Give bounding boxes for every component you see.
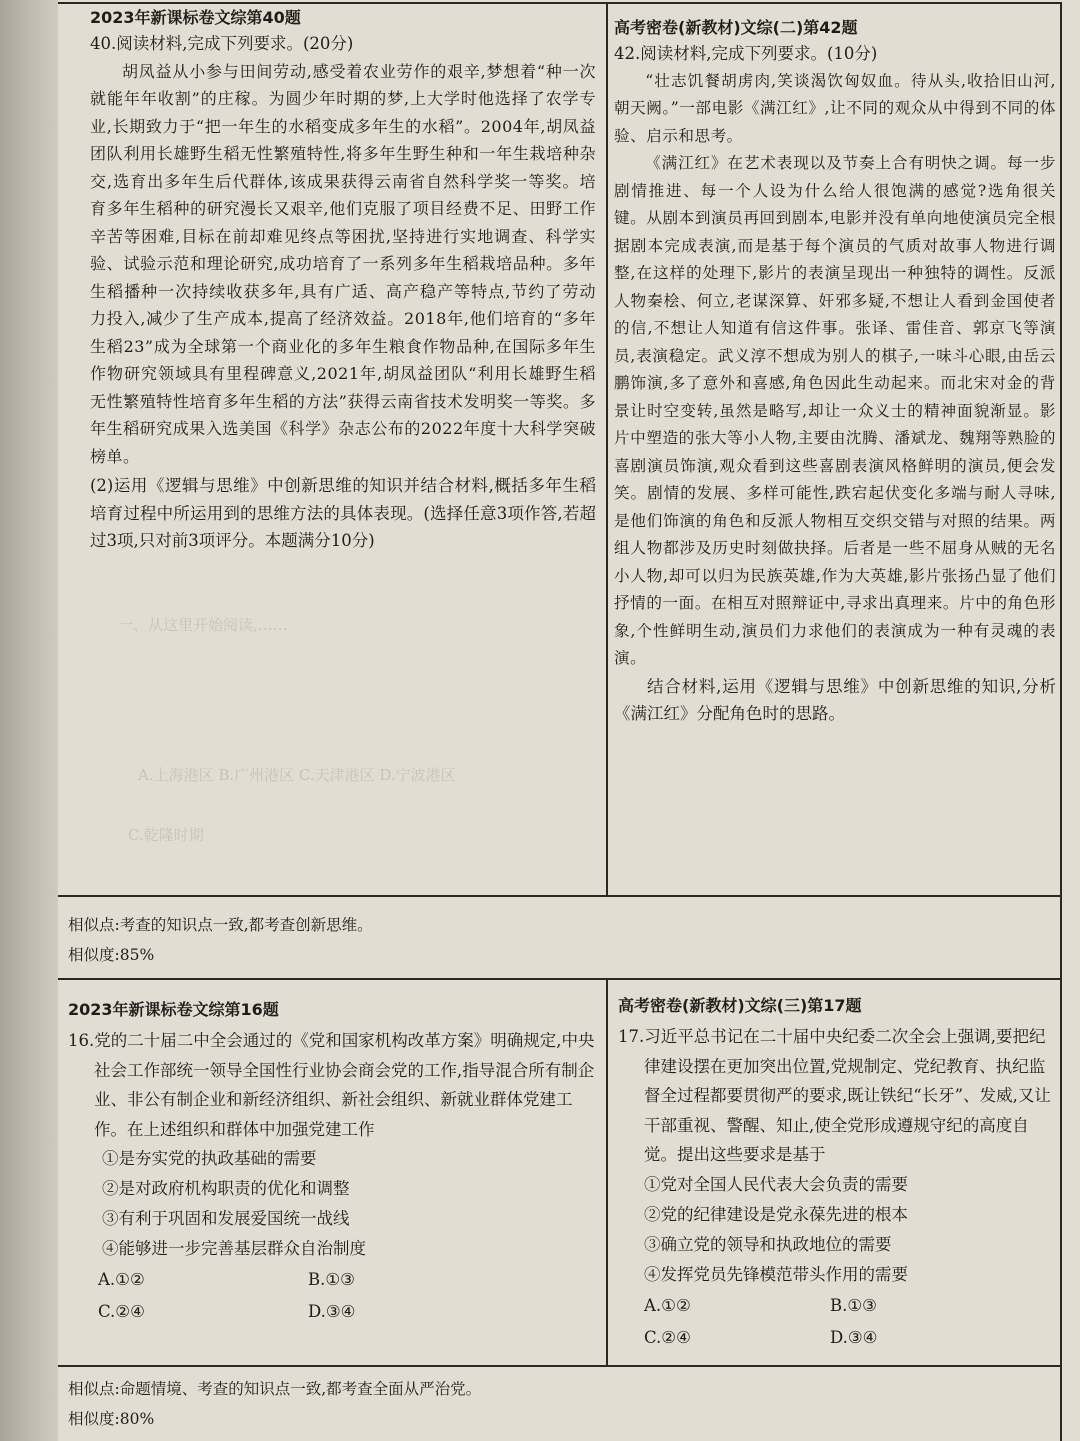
- question-title: 40.阅读材料,完成下列要求。(20分): [90, 34, 354, 53]
- choice-d: D.③④: [830, 1327, 878, 1347]
- section-heading: 2023年新课标卷文综第16题: [68, 1000, 279, 1019]
- material-paragraph: 《满江红》在艺术表现以及节奏上合有明快之调。每一步剧情推进、每一个人设为什么给人很饱满的感觉?选角很关键。从剧本到演员再回到剧本,电影并没有单向地使演员完全根据剧本完成表演,而是基于每个演员的气质对故事人物进行调整,在这样的处理下,影片的表演呈现出一种独特的调性。反派人物秦桧、何立,老谋深算、奸邪多疑,不想让人看到金国使者的信,不想让人知道有信这件事。张译、雷佳音、郭京飞等演员,表演稳定。武义淳不想成为别人的棋子,一味斗心眼,由岳云鹏饰演,多了意外和喜感,角色因此生动起来。而北宋对金的背景让时空变转,虽然是略写,却让一众义士的精神面貌渐显。影片中塑造的张大等小人物,主要由沈腾、潘斌龙、魏翔等熟脸的喜剧演员饰演,观众看到这些喜剧表演风格鲜明的演员,便会发笑。剧情的发展、多样可能性,跌宕起伏变化多端与耐人寻味,是他们饰演的角色和反派人物相互交织交错与对照的结果。两组人物都涉及历史时刻做抉择。后者是一些不屈身从贼的无名小人物,却可以归为民族英雄,作为大英雄,影片张扬凸显了他们抒情的一面。在相互对照辩证中,寻求出真理来。片中的角色形象,个性鲜明生动,演员们力求他们的表演成为一种有灵魂的表演。: [614, 154, 1056, 667]
- option-1: ①党对全国人民代表大会负责的需要: [644, 1174, 908, 1194]
- choice-a: A.①②: [98, 1270, 145, 1289]
- section-heading: 2023年新课标卷文综第40题: [90, 8, 301, 27]
- answer-choices-row-1: [618, 1290, 1054, 1322]
- similarity-point: 相似点:命题情境、考查的知识点一致,都考查全面从严治党。: [68, 1380, 482, 1398]
- choice-b: B.①③: [830, 1295, 877, 1315]
- option-4: ④发挥党员先锋模范带头作用的需要: [644, 1264, 908, 1284]
- question-42-cell: [614, 18, 1056, 728]
- choice-b: B.①③: [308, 1270, 355, 1289]
- row-divider: [58, 978, 1062, 980]
- exam-comparison-sheet: [58, 0, 1080, 1441]
- option-2: ②党的纪律建设是党永葆先进的根本: [644, 1204, 908, 1224]
- option-2: ②是对政府机构职责的优化和调整: [102, 1179, 350, 1198]
- option-4: ④能够进一步完善基层群众自治制度: [102, 1239, 366, 1258]
- option-1: ①是夯实党的执政基础的需要: [102, 1149, 317, 1168]
- choice-d: D.③④: [308, 1302, 356, 1321]
- table-top-border: [58, 2, 1062, 4]
- question-task: (2)运用《逻辑与思维》中创新思维的知识并结合材料,概括多年生稻培育过程中所运用到的思维方法的具体表现。(选择任意3项作答,若超过3项,只对前3项评分。本题满分10分): [90, 476, 596, 550]
- section-heading: 高考密卷(新教材)文综(二)第42题: [614, 18, 858, 37]
- question-17-cell: [618, 996, 1054, 1354]
- column-divider-top: [606, 2, 608, 895]
- choice-c: C.②④: [644, 1327, 691, 1347]
- question-16-cell: [68, 1000, 598, 1328]
- option-3: ③有利于巩固和发展爱国统一战线: [102, 1209, 350, 1228]
- question-stem: 16.党的二十届二中全会通过的《党和国家机构改革方案》明确规定,中央社会工作部统一领导全国性行业协会商会党的工作,指导混合所有制企业、非公有制企业和新经济组织、新社会组织、新就业群体党建工作。在上述组织和群体中加强党建工作: [68, 1031, 595, 1139]
- choice-c: C.②④: [98, 1302, 145, 1321]
- column-divider-bottom: [606, 978, 608, 1365]
- material-paragraph: “壮志饥餐胡虏肉,笑谈渴饮匈奴血。待从头,收拾旧山河,朝天阙。”一部电影《满江红》,让不同的观众从中得到不同的体验、启示和思考。: [614, 71, 1056, 145]
- answer-choices-row-2: [618, 1322, 1054, 1354]
- show-through-text: 一、从这里开始阅读,……: [118, 616, 288, 634]
- question-task: 结合材料,运用《逻辑与思维》中创新思维的知识,分析《满江红》分配角色时的思路。: [614, 676, 1056, 723]
- answer-choices-row-2: [68, 1296, 598, 1328]
- similarity-point: 相似点:考查的知识点一致,都考查创新思维。: [68, 916, 373, 934]
- choice-a: A.①②: [644, 1295, 691, 1315]
- similarity-summary-1: [68, 910, 1048, 970]
- answer-choices-row-1: [68, 1264, 598, 1296]
- show-through-text: C.乾隆时期: [128, 826, 204, 844]
- question-title: 42.阅读材料,完成下列要求。(10分): [614, 44, 878, 63]
- option-3: ③确立党的领导和执政地位的需要: [644, 1234, 892, 1254]
- table-right-border: [1060, 2, 1062, 1441]
- row-divider: [58, 1365, 1062, 1367]
- material-text: 胡凤益从小参与田间劳动,感受着农业劳作的艰辛,梦想着“种一次就能年年收割”的庄稼。为圆少年时期的梦,上大学时他选择了农学专业,长期致力于“把一年生的水稻变成多年生的水稻”。2004年,胡凤益团队利用长雄野生稻无性繁殖特性,将多年生野生种和一年生栽培种杂交,选育出多年生后代群体,该成果获得云南省自然科学奖一等奖。培育多年生稻种的研究漫长又艰辛,他们克服了项目经费不足、田野工作辛苦等困难,目标在前却难见终点等困扰,坚持进行实地调查、科学实验、试验示范和理论研究,成功培育了一系列多年生稻栽培品种。多年生稻播种一次持续收获多年,具有广适、高产稳产等特点,节约了劳动力投入,减少了生产成本,提高了经济效益。2018年,他们培育的“多年生稻23”成为全球第一个商业化的多年生粮食作物品种,在国际多年生作物研究领域具有里程碑意义,2021年,胡凤益团队“利用长雄野生稻无性繁殖特性培育多年生稻的方法”获得云南省技术发明奖一等奖。多年生稻研究成果入选美国《科学》杂志公布的2022年度十大科学突破榜单。: [90, 61, 596, 466]
- section-heading: 高考密卷(新教材)文综(三)第17题: [618, 996, 862, 1015]
- similarity-summary-2: [68, 1374, 1048, 1434]
- question-stem: 17.习近平总书记在二十届中央纪委二次全会上强调,要把纪律建设摆在更加突出位置,党规制定、党纪教育、执纪监督全过程都要贯彻严的要求,既让铁纪“长牙”、发威,又让干部重视、警醒、知止,使全党形成遵规守纪的高度自觉。提出这些要求是基于: [618, 1027, 1051, 1164]
- row-divider: [58, 895, 1062, 897]
- book-page-edge: [0, 0, 62, 1441]
- question-40-cell: [90, 8, 596, 555]
- similarity-degree: 相似度:85%: [68, 946, 155, 964]
- similarity-degree: 相似度:80%: [68, 1410, 155, 1428]
- show-through-text: A.上海港区 B.广州港区 C.天津港区 D.宁波港区: [138, 766, 456, 784]
